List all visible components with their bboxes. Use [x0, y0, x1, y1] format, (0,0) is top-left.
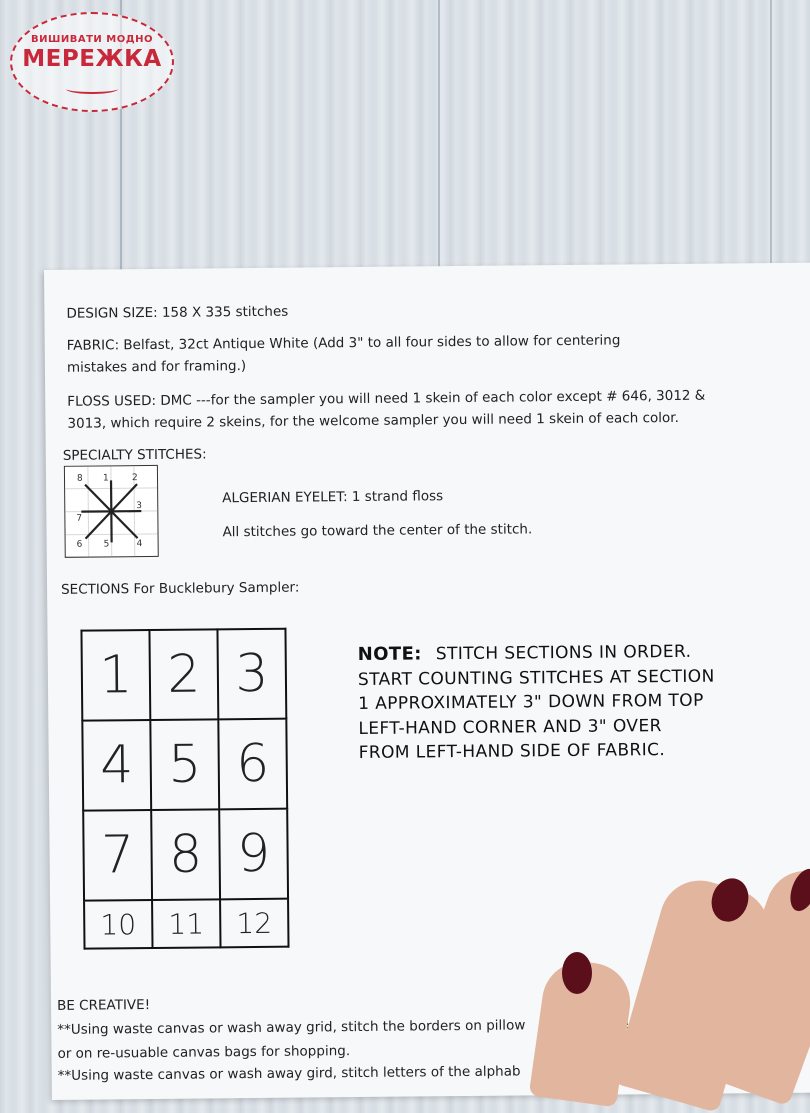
eyelet-number: 1 — [103, 473, 109, 483]
logo-tagline: ВИШИВАТИ МОДНО — [12, 34, 172, 45]
algerian-eyelet-diagram — [64, 465, 159, 558]
eyelet-number: 3 — [136, 501, 142, 511]
section-cell: 11 — [152, 899, 220, 948]
section-cell: 9 — [219, 809, 288, 900]
eyelet-number: 7 — [76, 514, 82, 524]
specialty-heading: SPECIALTY STITCHES: — [63, 446, 207, 463]
eyelet-number: 8 — [77, 474, 83, 484]
nail — [562, 952, 592, 994]
fabric-line-2: mistakes and for framing.) — [67, 358, 246, 376]
design-size: DESIGN SIZE: 158 X 335 stitches — [66, 304, 288, 322]
note-text: STITCH SECTIONS IN ORDER. START COUNTING STITCHES AT SECTION 1 APPROXIMATELY 3" DOWN FROM TOP LEFT-HAND CORNER AND 3" OVER FROM LEFT-HAND SIDE OF FABRIC. — [358, 642, 715, 763]
eyelet-number: 6 — [77, 540, 83, 550]
section-cell: 1 — [81, 630, 150, 721]
sections-heading: SECTIONS For Bucklebury Sampler: — [61, 580, 299, 598]
section-cell: 2 — [149, 629, 218, 720]
section-cell: 8 — [151, 809, 220, 900]
eyelet-title: ALGERIAN EYELET: 1 strand floss — [222, 488, 443, 506]
eyelet-number: 2 — [132, 473, 138, 483]
section-cell: 10 — [84, 900, 152, 949]
floss-line-2: 3013, which require 2 skeins, for the welcome sampler you will need 1 skein of each color. — [67, 410, 679, 432]
section-cell: 7 — [83, 810, 152, 901]
eyelet-number: 5 — [104, 539, 110, 549]
tip-1-line-1: **Using waste canvas or wash away grid, stitch the borders on pillow — [57, 1017, 525, 1037]
eyelet-description: All stitches go toward the center of the stitch. — [222, 521, 532, 540]
section-cell: 12 — [220, 899, 288, 948]
note-block — [358, 640, 719, 766]
tip-2-line-1: **Using waste canvas or wash away gird, stitch letters of the alphab — [58, 1063, 521, 1083]
be-creative-heading: BE CREATIVE! — [57, 997, 150, 1014]
floss-line-1: FLOSS USED: DMC ---for the sampler you will need 1 skein of each color except # 646, 3012 & — [67, 388, 705, 410]
logo-name: МЕРЕЖКА — [12, 46, 172, 72]
note-label: NOTE: — [358, 643, 422, 665]
fabric-line-1: FABRIC: Belfast, 32ct Antique White (Add 3" to all four sides to allow for centering — [67, 332, 621, 353]
tip-1-line-2: or on re-usuable canvas bags for shopping. — [57, 1043, 350, 1062]
sections-grid — [80, 628, 289, 950]
thread-icon — [66, 84, 118, 94]
section-cell: 6 — [218, 719, 287, 810]
section-cell: 5 — [150, 719, 219, 810]
eyelet-number: 4 — [137, 539, 143, 549]
brand-logo — [10, 12, 174, 112]
section-cell: 3 — [217, 629, 286, 720]
section-cell: 4 — [82, 720, 151, 811]
